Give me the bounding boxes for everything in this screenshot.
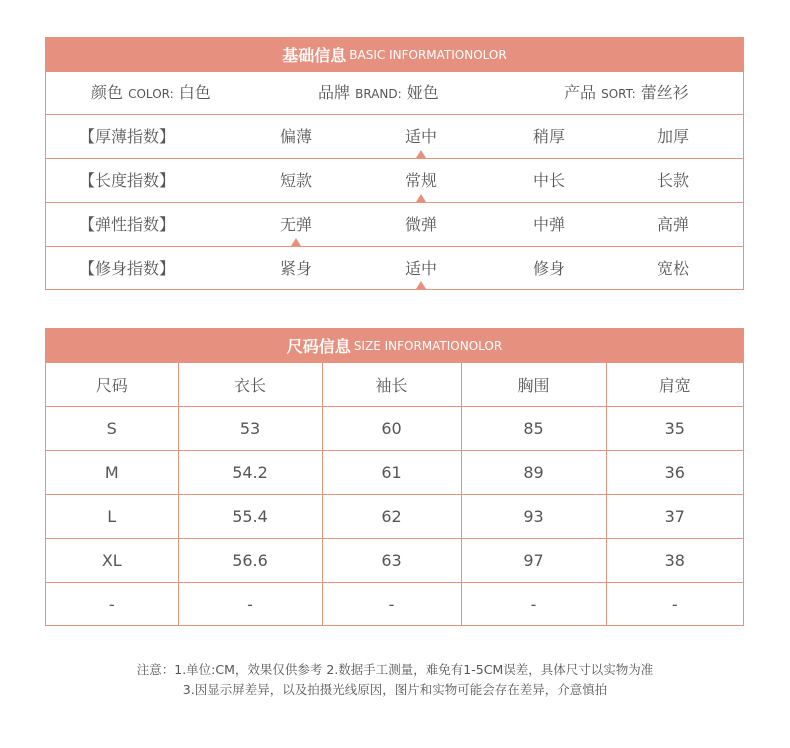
column-header: 尺码 xyxy=(46,363,178,407)
table-cell: 36 xyxy=(606,451,743,495)
sort-info xyxy=(564,72,689,114)
table-row xyxy=(46,539,743,583)
selected-level-marker-icon xyxy=(291,238,301,246)
color-value: 白色 xyxy=(178,83,211,102)
sort-label: 产品 xyxy=(564,83,597,102)
size-table xyxy=(46,362,743,625)
table-cell: - xyxy=(322,583,461,626)
table-row xyxy=(46,583,743,626)
column-header: 衣长 xyxy=(178,363,322,407)
sort-label-en: SORT: xyxy=(601,87,636,101)
table-cell: 93 xyxy=(461,495,606,539)
basic-info-title-en: BASIC INFORMATIONOLOR xyxy=(349,47,507,62)
index-level: 微弹 xyxy=(404,215,438,234)
color-label: 颜色 xyxy=(91,83,124,102)
note-line-2: 3.因显示屏差异，以及拍摄光线原因，图片和实物可能会存在差异，介意慎拍 xyxy=(182,682,608,697)
brand-label-en: BRAND: xyxy=(355,87,402,101)
table-row xyxy=(46,407,743,451)
table-row xyxy=(46,451,743,495)
index-row xyxy=(46,202,743,246)
index-label: 【长度指数】 xyxy=(79,171,176,190)
selected-level-marker-icon xyxy=(416,150,426,158)
size-table-header-row xyxy=(46,363,743,407)
table-cell: 62 xyxy=(322,495,461,539)
table-cell: 54.2 xyxy=(178,451,322,495)
size-info-panel xyxy=(45,328,744,626)
index-level: 加厚 xyxy=(656,127,690,146)
table-cell: 61 xyxy=(322,451,461,495)
index-row xyxy=(46,246,743,289)
table-cell: 37 xyxy=(606,495,743,539)
note-line-1: 注意：1.单位:CM，效果仅供参考 2.数据手工测量，难免有1-5CM误差，具体尺寸以实物为准 xyxy=(136,662,654,677)
index-level: 中弹 xyxy=(532,215,566,234)
size-table-body xyxy=(46,363,743,626)
table-cell: 60 xyxy=(322,407,461,451)
index-level: 高弹 xyxy=(656,215,690,234)
table-cell: 56.6 xyxy=(178,539,322,583)
index-level: 适中 xyxy=(404,259,438,278)
selected-level-marker-icon xyxy=(416,194,426,202)
index-row xyxy=(46,114,743,158)
index-row xyxy=(46,158,743,202)
index-level: 短款 xyxy=(279,171,313,190)
table-cell: 35 xyxy=(606,407,743,451)
index-label: 【弹性指数】 xyxy=(79,215,176,234)
table-cell: - xyxy=(46,583,178,626)
index-rows xyxy=(46,114,743,289)
sort-value: 蕾丝衫 xyxy=(640,83,689,102)
basic-info-title: 基础信息 xyxy=(282,46,347,65)
table-cell: - xyxy=(606,583,743,626)
index-label: 【修身指数】 xyxy=(79,259,176,278)
index-label: 【厚薄指数】 xyxy=(79,127,176,146)
column-header: 肩宽 xyxy=(606,363,743,407)
table-cell: - xyxy=(178,583,322,626)
index-level: 偏薄 xyxy=(279,127,313,146)
index-level: 长款 xyxy=(656,171,690,190)
table-cell: L xyxy=(46,495,178,539)
basic-meta-row xyxy=(46,71,743,114)
index-level: 稍厚 xyxy=(532,127,566,146)
brand-value: 娅色 xyxy=(406,83,439,102)
table-cell: 97 xyxy=(461,539,606,583)
size-info-title-en: SIZE INFORMATIONOLOR xyxy=(353,338,503,353)
size-info-title: 尺码信息 xyxy=(286,337,351,356)
index-level: 无弹 xyxy=(279,215,313,234)
table-cell: M xyxy=(46,451,178,495)
table-cell: XL xyxy=(46,539,178,583)
brand-label: 品牌 xyxy=(318,83,351,102)
index-level: 常规 xyxy=(404,171,438,190)
index-level: 适中 xyxy=(404,127,438,146)
size-info-header xyxy=(46,329,743,362)
table-row xyxy=(46,495,743,539)
table-cell: 89 xyxy=(461,451,606,495)
table-cell: 85 xyxy=(461,407,606,451)
index-level: 宽松 xyxy=(656,259,690,278)
basic-info-header xyxy=(46,38,743,71)
table-cell: 63 xyxy=(322,539,461,583)
column-header: 胸围 xyxy=(461,363,606,407)
brand-info xyxy=(318,72,439,114)
table-cell: S xyxy=(46,407,178,451)
color-label-en: COLOR: xyxy=(128,87,174,101)
index-level: 修身 xyxy=(532,259,566,278)
notes xyxy=(0,660,790,700)
table-cell: 38 xyxy=(606,539,743,583)
index-level: 中长 xyxy=(532,171,566,190)
index-level: 紧身 xyxy=(279,259,313,278)
table-cell: - xyxy=(461,583,606,626)
selected-level-marker-icon xyxy=(416,281,426,289)
column-header: 袖长 xyxy=(322,363,461,407)
table-cell: 55.4 xyxy=(178,495,322,539)
basic-info-panel xyxy=(45,37,744,290)
table-cell: 53 xyxy=(178,407,322,451)
color-info xyxy=(91,72,211,114)
